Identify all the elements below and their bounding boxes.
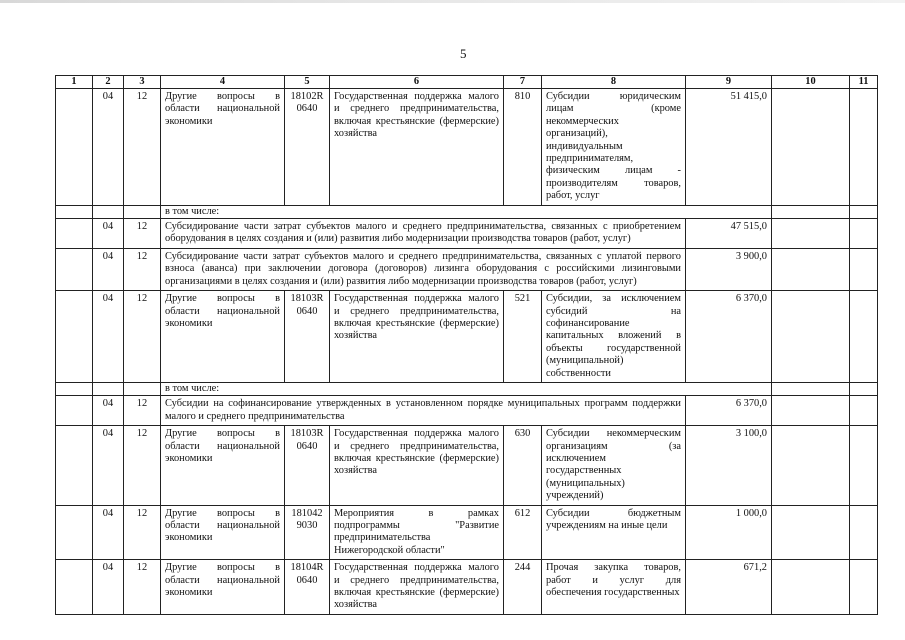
program-name: Государственная поддержка малого и среднего предпринимательства, включая крестьянские (фермерские) хозяйства <box>330 560 504 615</box>
expense-code: 521 <box>504 291 542 383</box>
table-row <box>56 89 878 206</box>
col-header: 7 <box>504 76 542 89</box>
table-row <box>56 560 878 615</box>
subsection-code: 12 <box>124 560 161 615</box>
col-header: 2 <box>93 76 124 89</box>
expense-name: Субсидии некоммерческим организациям (за исключением государственных (муниципальных) учреждений) <box>542 426 686 505</box>
col-header: 6 <box>330 76 504 89</box>
expense-code: 612 <box>504 505 542 560</box>
budget-table <box>55 75 878 615</box>
program-name: Государственная поддержка малого и среднего предпринимательства, включая крестьянские (фермерские) хозяйства <box>330 426 504 505</box>
expense-code: 244 <box>504 560 542 615</box>
section-name: Другие вопросы в области национальной экономики <box>161 560 285 615</box>
expense-code: 630 <box>504 426 542 505</box>
col-header: 8 <box>542 76 686 89</box>
amount: 51 415,0 <box>686 89 772 206</box>
table-row <box>56 382 878 395</box>
col-header: 4 <box>161 76 285 89</box>
amount: 3 100,0 <box>686 426 772 505</box>
col-header: 10 <box>772 76 850 89</box>
expense-code: 810 <box>504 89 542 206</box>
target-code: 18104R 0640 <box>285 560 330 615</box>
table-row <box>56 426 878 505</box>
section-code: 04 <box>93 396 124 426</box>
target-code: 18103R 0640 <box>285 291 330 383</box>
amount: 3 900,0 <box>686 248 772 290</box>
amount: 6 370,0 <box>686 291 772 383</box>
section-code: 04 <box>93 248 124 290</box>
measure-description: Субсидирование части затрат субъектов малого и среднего предпринимательства, связанных с уплатой первого взноса (аванса) при заключении договора (договоров) лизинга оборудования с российскими лизинговыми организациями в целях создания и (или) развития либо модернизации производства товаров (работ, услуг) <box>161 248 686 290</box>
program-name: Государственная поддержка малого и среднего предпринимательства, включая крестьянские (фермерские) хозяйства <box>330 291 504 383</box>
table-row <box>56 205 878 218</box>
section-code: 04 <box>93 426 124 505</box>
subsection-code: 12 <box>124 89 161 206</box>
header-row <box>56 76 878 89</box>
section-code: 04 <box>93 89 124 206</box>
section-name: Другие вопросы в области национальной экономики <box>161 291 285 383</box>
amount: 671,2 <box>686 560 772 615</box>
subsection-code: 12 <box>124 505 161 560</box>
subtotal-note: в том числе: <box>161 205 772 218</box>
amount: 47 515,0 <box>686 219 772 249</box>
measure-description: Субсидии на софинансирование утвержденных в установленном порядке муниципальных программ поддержки малого и среднего предпринимательства <box>161 396 686 426</box>
program-name: Государственная поддержка малого и среднего предпринимательства, включая крестьянские (фермерские) хозяйства <box>330 89 504 206</box>
table-row <box>56 505 878 560</box>
subsection-code: 12 <box>124 426 161 505</box>
scan-top-edge <box>0 0 905 3</box>
page-number: 5 <box>460 46 467 61</box>
col-header: 3 <box>124 76 161 89</box>
col-header: 11 <box>850 76 878 89</box>
table-row <box>56 248 878 290</box>
section-code: 04 <box>93 560 124 615</box>
section-name: Другие вопросы в области национальной экономики <box>161 89 285 206</box>
col-header: 1 <box>56 76 93 89</box>
table-row <box>56 396 878 426</box>
subsection-code: 12 <box>124 291 161 383</box>
subtotal-note: в том числе: <box>161 382 772 395</box>
section-name: Другие вопросы в области национальной экономики <box>161 505 285 560</box>
measure-description: Субсидирование части затрат субъектов малого и среднего предпринимательства, связанных с приобретением оборудования в целях создания и (или) развития либо модернизации производства товаров (работ, услуг) <box>161 219 686 249</box>
col-header: 5 <box>285 76 330 89</box>
section-name: Другие вопросы в области национальной экономики <box>161 426 285 505</box>
expense-name: Субсидии бюджетным учреждениям на иные цели <box>542 505 686 560</box>
amount: 6 370,0 <box>686 396 772 426</box>
amount: 1 000,0 <box>686 505 772 560</box>
expense-name: Субсидии, за исключением субсидий на софинансирование капитальных вложений в объекты государственной (муниципальной) собственности <box>542 291 686 383</box>
expense-name: Прочая закупка товаров, работ и услуг для обеспечения государственных <box>542 560 686 615</box>
target-code: 18102R 0640 <box>285 89 330 206</box>
section-code: 04 <box>93 219 124 249</box>
subsection-code: 12 <box>124 219 161 249</box>
subsection-code: 12 <box>124 248 161 290</box>
section-code: 04 <box>93 505 124 560</box>
subsection-code: 12 <box>124 396 161 426</box>
target-code: 181042 9030 <box>285 505 330 560</box>
expense-name: Субсидии юридическим лицам (кроме некоммерческих организаций), индивидуальным предпринимателям, физическим лицам - производителям товаров, работ, услуг <box>542 89 686 206</box>
col-header: 9 <box>686 76 772 89</box>
target-code: 18103R 0640 <box>285 426 330 505</box>
section-code: 04 <box>93 291 124 383</box>
program-name: Мероприятия в рамках подпрограммы "Развитие предпринимательства Нижегородской области" <box>330 505 504 560</box>
table-row <box>56 219 878 249</box>
table-row <box>56 291 878 383</box>
